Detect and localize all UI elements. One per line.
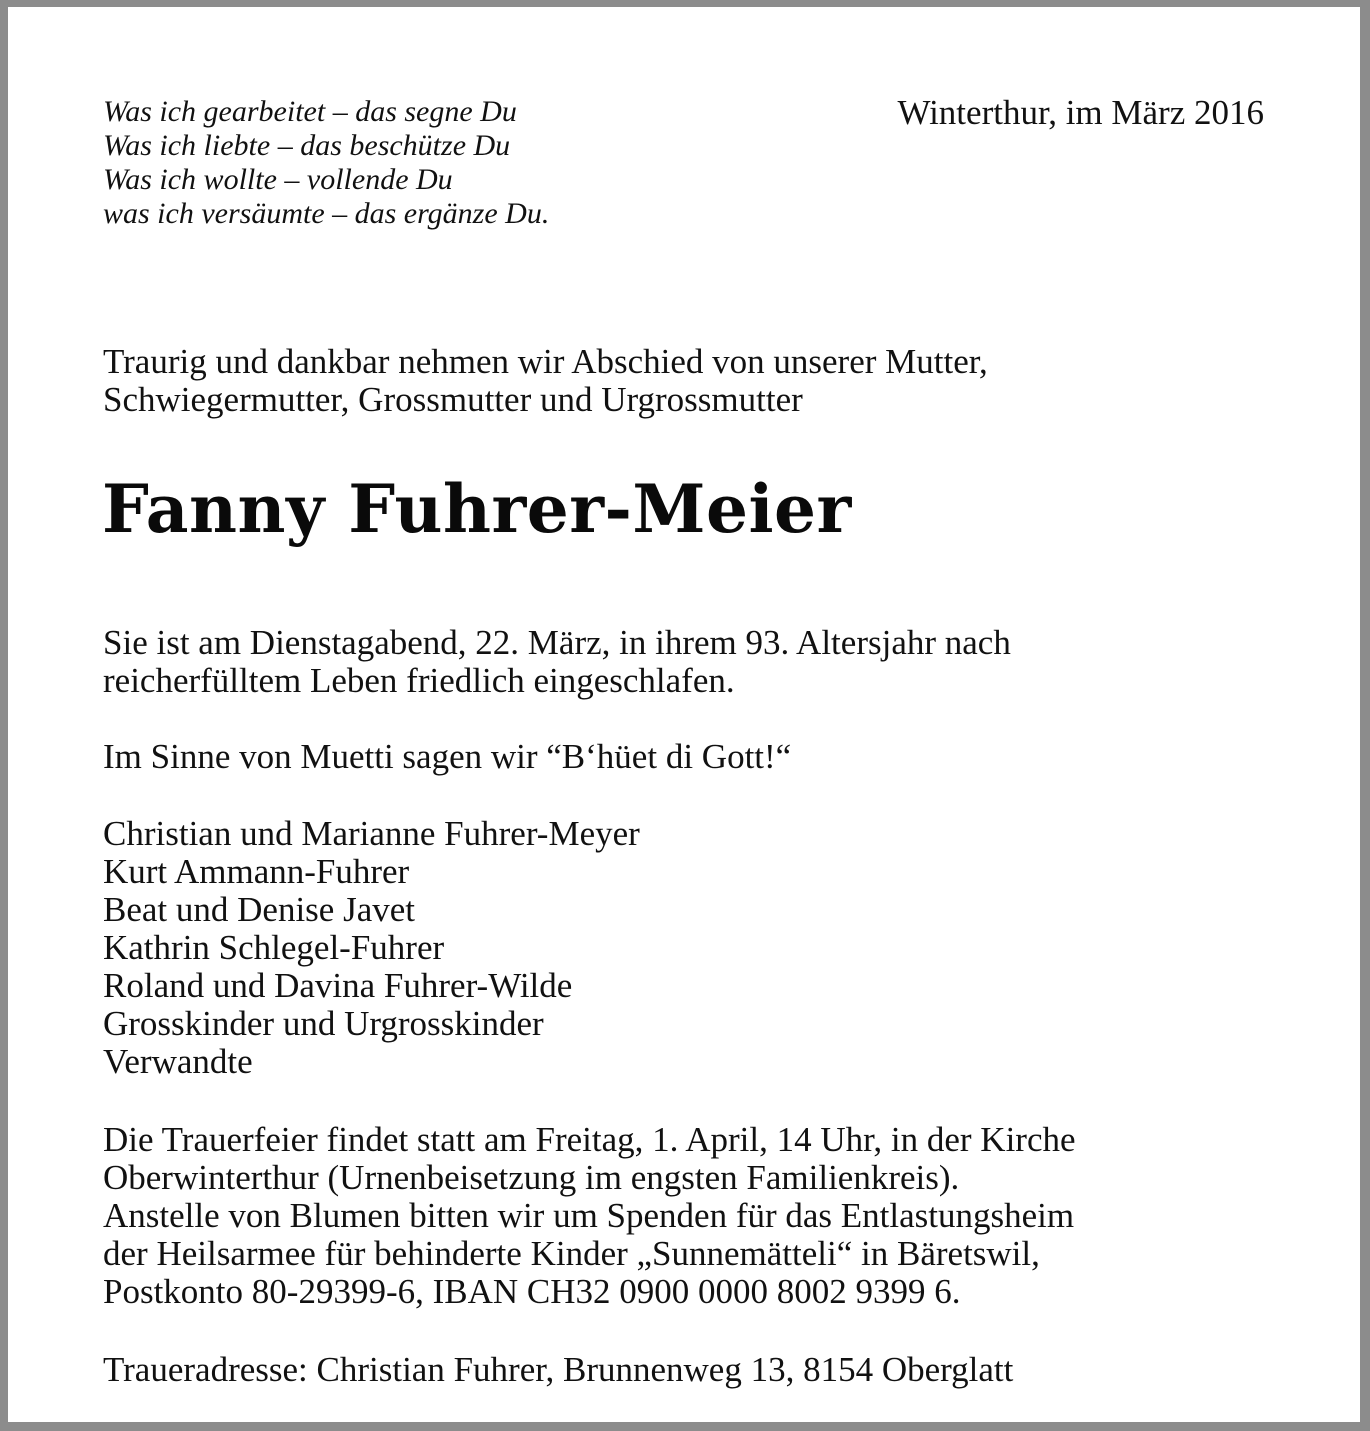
death-notice-line: Sie ist am Dienstagabend, 22. März, in ihrem 93. Altersjahr nach <box>103 623 1011 662</box>
death-notice-line: reicherfülltem Leben friedlich eingeschlafen. <box>103 661 735 700</box>
mourner-entry: Christian und Marianne Fuhrer-Meyer <box>103 814 640 853</box>
farewell-line <box>103 738 791 776</box>
place-and-date: Winterthur, im März 2016 <box>897 93 1264 132</box>
poem-verse <box>103 95 549 231</box>
service-line: Postkonto 80-29399-6, IBAN CH32 0900 0000 8002 9399 6. <box>103 1272 961 1311</box>
mourner-entry: Beat und Denise Javet <box>103 890 415 929</box>
deceased-name: Fanny Fuhrer-Meier <box>102 470 852 548</box>
mourner-entry: Kurt Ammann-Fuhrer <box>103 852 410 891</box>
mourner-entry: Verwandte <box>103 1042 253 1081</box>
mourner-entry: Kathrin Schlegel-Fuhrer <box>103 928 445 967</box>
poem-line: was ich versäumte – das ergänze Du. <box>103 197 550 230</box>
mourner-entry: Roland und Davina Fuhrer-Wilde <box>103 966 573 1005</box>
poem-line: Was ich wollte – vollende Du <box>103 163 453 196</box>
farewell-text: Im Sinne von Muetti sagen wir “B‘hüet di Gott!“ <box>103 737 792 776</box>
poem-line: Was ich gearbeitet – das segne Du <box>103 95 517 128</box>
intro-text <box>103 343 988 419</box>
service-details <box>103 1121 1076 1311</box>
service-line: Oberwinterthur (Urnenbeisetzung im engsten Familienkreis). <box>103 1158 960 1197</box>
mourning-address <box>103 1351 1013 1389</box>
poem-line: Was ich liebte – das beschütze Du <box>103 129 511 162</box>
intro-line: Traurig und dankbar nehmen wir Abschied von unserer Mutter, <box>103 342 988 381</box>
mourner-entry: Grosskinder und Urgrosskinder <box>103 1004 544 1043</box>
service-line: Anstelle von Blumen bitten wir um Spenden für das Entlastungsheim <box>103 1196 1075 1235</box>
service-line: der Heilsarmee für behinderte Kinder „Sunnemätteli“ in Bäretswil, <box>103 1234 1040 1273</box>
mourners-list <box>103 815 640 1081</box>
service-line: Die Trauerfeier findet statt am Freitag, 1. April, 14 Uhr, in der Kirche <box>103 1120 1076 1159</box>
death-notice <box>103 624 1011 700</box>
mourning-address-text: Traueradresse: Christian Fuhrer, Brunnenweg 13, 8154 Oberglatt <box>103 1350 1014 1389</box>
intro-line: Schwiegermutter, Grossmutter und Urgrossmutter <box>103 380 803 419</box>
